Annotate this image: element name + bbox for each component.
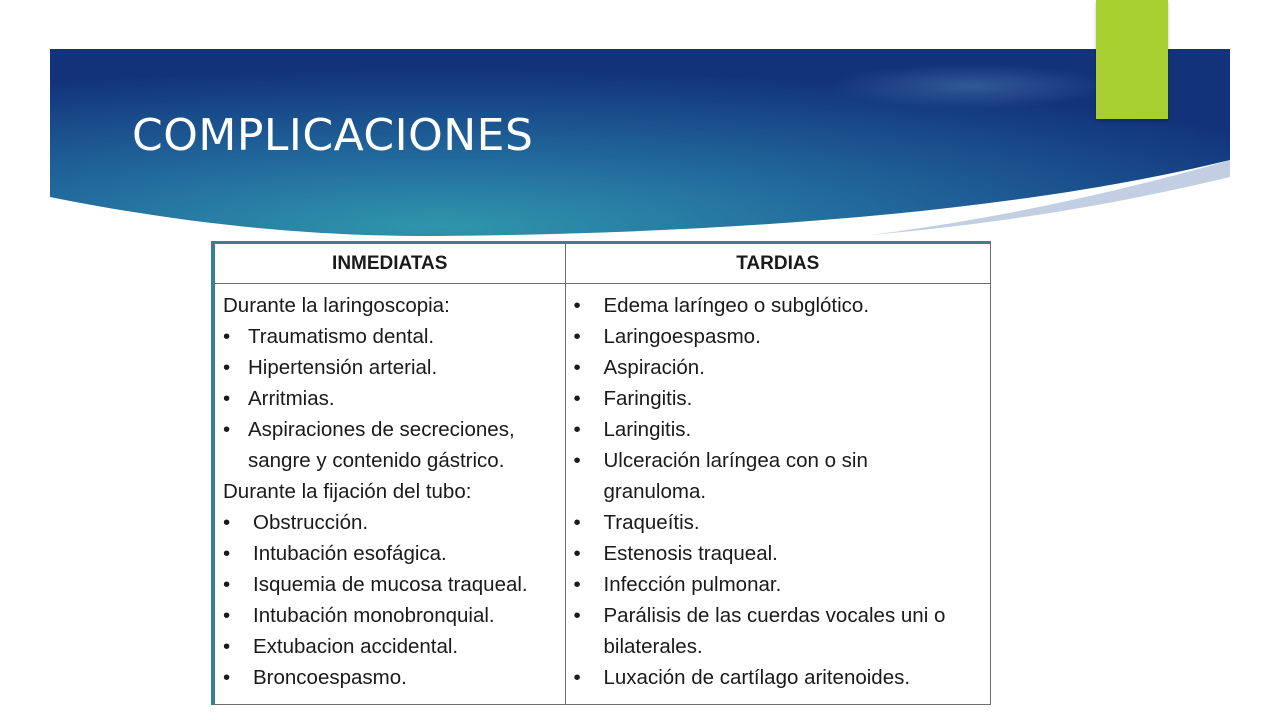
bullet: • xyxy=(573,573,581,596)
section-heading-fijacion: Durante la fijación del tubo: xyxy=(223,480,472,503)
list-item-text: Obstrucción. xyxy=(253,511,369,534)
bullet: • xyxy=(223,635,231,658)
list-item-text: Isquemia de mucosa traqueal. xyxy=(253,573,528,596)
tardias-cell xyxy=(565,284,990,705)
list-item-text: Traumatismo dental. xyxy=(248,325,435,348)
list-item xyxy=(574,383,983,414)
bullet: • xyxy=(573,449,581,472)
list-item-text: Arritmias. xyxy=(248,387,335,410)
list-item xyxy=(574,321,983,352)
list-item-text: Aspiración. xyxy=(603,356,705,379)
list-item xyxy=(574,445,983,476)
bullet: • xyxy=(223,573,231,596)
list-item xyxy=(223,631,557,662)
header-inmediatas: INMEDIATAS xyxy=(215,244,565,284)
list-item-text: Parálisis de las cuerdas vocales uni o xyxy=(603,604,946,627)
list-item xyxy=(223,321,557,352)
complications-table-frame xyxy=(211,241,991,705)
complications-table xyxy=(215,244,990,704)
list-item xyxy=(574,600,983,631)
bullet: • xyxy=(573,604,581,627)
list-item-text: Luxación de cartílago aritenoides. xyxy=(603,666,911,689)
list-item-text: Infección pulmonar. xyxy=(603,573,782,596)
bullet: • xyxy=(223,542,231,565)
list-item xyxy=(223,352,557,383)
list-item-text: Laringitis. xyxy=(603,418,692,441)
bullet: • xyxy=(573,418,581,441)
header-tardias: TARDIAS xyxy=(565,244,990,284)
list-item-text: Aspiraciones de secreciones, xyxy=(248,418,515,441)
list-item-text: Faringitis. xyxy=(603,387,693,410)
bullet: • xyxy=(223,387,231,410)
list-item xyxy=(574,569,983,600)
list-item-text: Extubacion accidental. xyxy=(253,635,459,658)
bullet: • xyxy=(573,542,581,565)
bullet: • xyxy=(573,325,581,348)
list-item-text: Edema laríngeo o subglótico. xyxy=(603,294,870,317)
bullet: • xyxy=(573,356,581,379)
list-item-continuation: granuloma. xyxy=(603,480,707,503)
table-header-row xyxy=(215,244,990,284)
inmediatas-cell xyxy=(215,284,565,705)
list-item-text: Ulceración laríngea con o sin xyxy=(603,449,868,472)
bullet: • xyxy=(223,604,231,627)
list-item-continuation: bilaterales. xyxy=(603,635,703,658)
list-item xyxy=(223,507,557,538)
list-item xyxy=(574,507,983,538)
bullet: • xyxy=(573,294,581,317)
bullet: • xyxy=(573,387,581,410)
list-item xyxy=(223,383,557,414)
list-item xyxy=(223,538,557,569)
section-heading-laringoscopia: Durante la laringoscopia: xyxy=(223,294,450,317)
list-item xyxy=(223,662,557,693)
list-item xyxy=(574,662,983,693)
bullet: • xyxy=(573,511,581,534)
list-item xyxy=(223,569,557,600)
list-item xyxy=(223,414,557,445)
list-item-text: Traqueítis. xyxy=(603,511,700,534)
bullet: • xyxy=(223,666,231,689)
list-item xyxy=(223,600,557,631)
list-item xyxy=(574,290,983,321)
list-item-text: Laringoespasmo. xyxy=(603,325,761,348)
bullet: • xyxy=(223,418,231,441)
list-item xyxy=(574,352,983,383)
list-item xyxy=(574,538,983,569)
slide-title: COMPLICACIONES xyxy=(132,110,534,161)
list-item-text: Broncoespasmo. xyxy=(253,666,407,689)
bullet: • xyxy=(223,511,231,534)
list-item-text: Intubación monobronquial. xyxy=(253,604,495,627)
table-body-row xyxy=(215,284,990,705)
list-item-text: Estenosis traqueal. xyxy=(603,542,778,565)
list-item-text: Hipertensión arterial. xyxy=(248,356,438,379)
list-item-continuation: sangre y contenido gástrico. xyxy=(248,449,505,472)
bullet: • xyxy=(223,325,231,348)
list-item xyxy=(574,414,983,445)
bullet: • xyxy=(223,356,231,379)
list-item-text: Intubación esofágica. xyxy=(253,542,447,565)
bullet: • xyxy=(573,666,581,689)
accent-tab xyxy=(1096,0,1168,119)
